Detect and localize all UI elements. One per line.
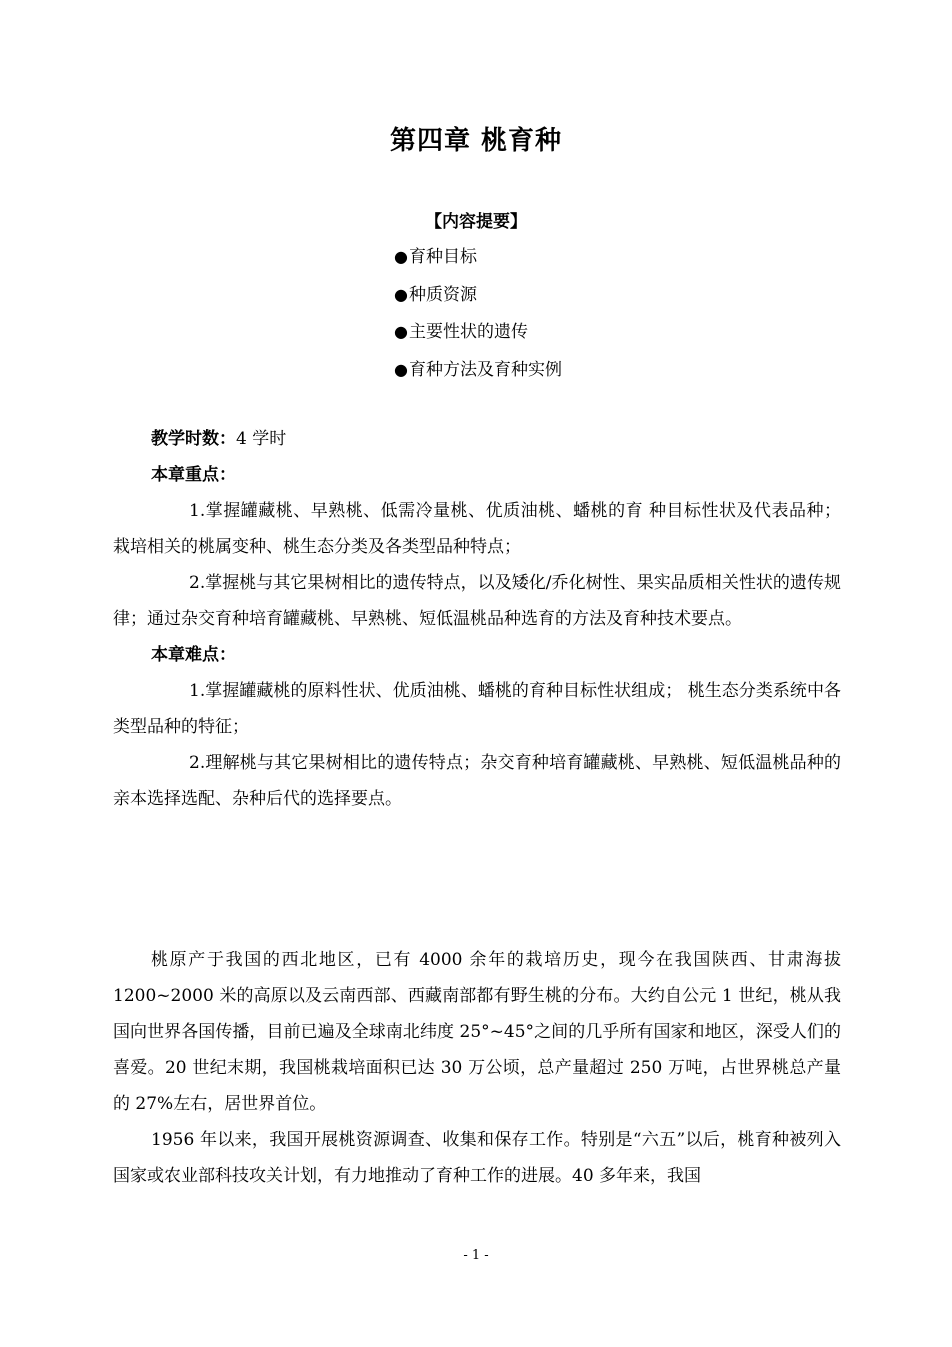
summary-item-text: 种质资源 bbox=[408, 284, 477, 305]
teaching-hours bbox=[113, 421, 841, 457]
bullet-icon: ● bbox=[394, 322, 408, 341]
summary-item-text: 育种目标 bbox=[408, 247, 477, 267]
summary-item bbox=[394, 243, 562, 281]
difficult-point-item: 2.理解桃与其它果树相比的遗传特点；杂交育种培育罐藏桃、早熟桃、短低温桃品种的亲本选择选配、杂种后代的选择要点。 bbox=[113, 753, 841, 809]
bullet-icon: ● bbox=[394, 284, 408, 304]
key-point-item: 2.掌握桃与其它果树相比的遗传特点，以及矮化/乔化树性、果实品质相关性状的遗传规律；通过杂交育种培育罐藏桃、早熟桃、短低温桃品种选育的方法及育种技术要点。 bbox=[113, 573, 841, 629]
chapter-title: 第四章 桃育种 bbox=[389, 126, 563, 156]
summary-list bbox=[394, 243, 562, 393]
body-paragraph: 桃原产于我国的西北地区，已有 4000 余年的栽培历史，现今在我国陕西、甘肃海拔 1200~2000 米的高原以及云南西部、西藏南部都有野生桃的分布。大约自公元 1 世纪，桃从我国向世界各国传播，目前已遍及全球南北纬度 25°~45°之间的几乎所有国家和地区，深受人们的喜爱。20 世纪末期，我国桃栽培面积已达 30 万公顷，总产量超过 250 万吨，占世界桃总产量的 27%左右，居世界首位。 bbox=[113, 950, 841, 1114]
summary-item bbox=[394, 356, 562, 394]
bullet-icon: ● bbox=[394, 247, 408, 266]
summary-item bbox=[394, 318, 562, 356]
summary-heading: 【内容提要】 bbox=[425, 212, 527, 232]
key-point-item: 1.掌握罐藏桃、早熟桃、低需冷量桃、优质油桃、蟠桃的育 种目标性状及代表品种； 栽培相关的桃属变种、桃生态分类及各类型品种特点； bbox=[113, 501, 841, 557]
teaching-hours-label: 教学时数： bbox=[151, 429, 236, 449]
summary-item-text: 主要性状的遗传 bbox=[408, 322, 528, 342]
difficult-points-label: 本章难点： bbox=[151, 645, 236, 665]
bullet-icon: ● bbox=[394, 359, 408, 379]
summary-item-text: 育种方法及育种实例 bbox=[408, 359, 562, 380]
teaching-hours-value: 4 学时 bbox=[236, 429, 287, 449]
key-points-label: 本章重点： bbox=[151, 465, 236, 485]
page-number: - 1 - bbox=[463, 1248, 489, 1263]
chapter-info bbox=[113, 421, 841, 817]
summary-item bbox=[394, 281, 562, 319]
body-paragraph: 1956 年以来，我国开展桃资源调查、收集和保存工作。特别是“六五”以后，桃育种被列入国家或农业部科技攻关计划，有力地推动了育种工作的进展。40 多年来，我国 bbox=[113, 1130, 841, 1186]
body-text bbox=[113, 942, 841, 1194]
difficult-point-item: 1.掌握罐藏桃的原料性状、优质油桃、蟠桃的育种目标性状组成； 桃生态分类系统中各类型品种的特征； bbox=[113, 681, 841, 737]
